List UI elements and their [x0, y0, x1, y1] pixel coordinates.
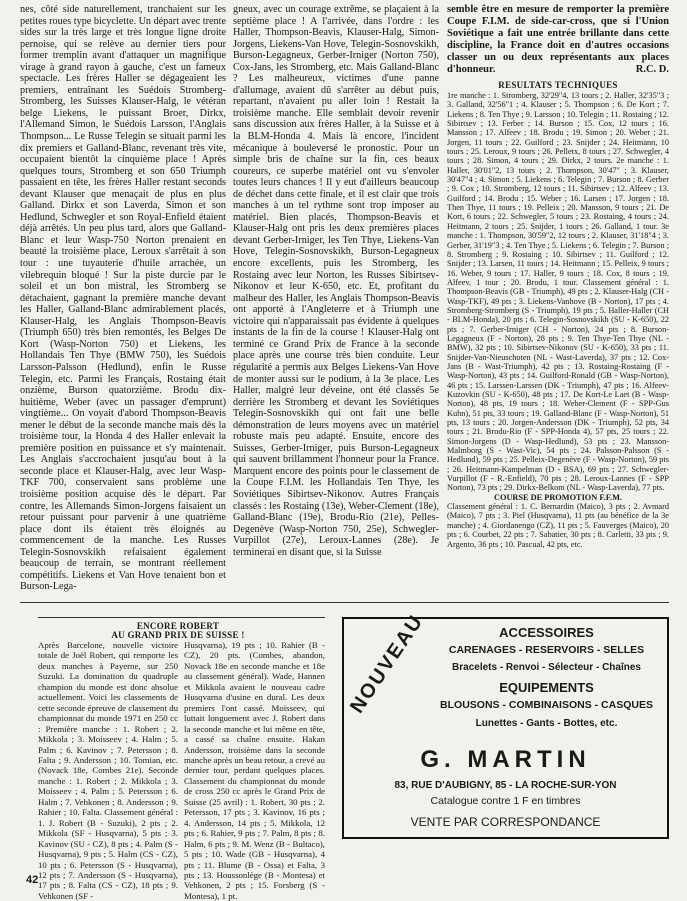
box-heading-1: ENCORE ROBERT [136, 621, 220, 631]
ad-bracelets: Bracelets - Renvoi - Sélecteur - Chaînes [452, 662, 641, 673]
article-conclusion: semble être en mesure de remporter la première Coupe F.I.M. de side-car-cross, que si l'Union Soviétique a fait une entrée brillante dans cette discipline, la France doit en d'autres occasions classer un ou deux représentants aux places d'honneur. [447, 4, 669, 75]
results-list [447, 91, 669, 549]
ad-mail-order: VENTE PAR CORRESPONDANCE [410, 815, 601, 829]
advertisement [342, 610, 669, 839]
ad-accessoires: ACCESSOIRES [499, 625, 594, 640]
ad-catalogue: Catalogue contre 1 F en timbres [430, 795, 581, 807]
results-text: 1re manche : 1. Stromberg, 32'29"4, 13 tours ; 2. Haller, 32'35"3 ; 3. Galland, 32'56"1 ; 4. Klauser ; 5. Thompson ; 6. De Kort ; 7. Liekens ; 8. Ten Thye ; 9. Larsson ; 10. Telegin ; 11. Rostaing ; 12. Sibirtsev ; 13. Ferber ; 14. Burson ; 15. Cox, 12 tours ; 16. Mansson ; 17. Alfeev ; 18. Brodu ; 19. Simon ; 20. Weber ; 21. Jorgen, 11 tours ; 22. Guilford ; 23. Snijder ; 24. Heitmann, 10 tours ; 25. Leroux, 9 tours ; 26. Pelletx, 8 tours ; 27. Schwegler, 4 tours ; 28. Simon, 4 tours ; 29. Dirkx, 2 tours. 2e manche : 1. Haller, 30'01"2, 13 tours ; 2. Thompson, 30'47" ; 3. Klauser, 30'47"4 ; 4. Simon ; 5. Liekens ; 6. Telegin ; 7. Burson ; 8. Gerber ; 9. Cox ; 10. Stromberg, 12 tours ; 11. Sibirtsev ; 12. Alfeev ; 13. Guilford ; 14. Brodu ; 15. Weber ; 16. Larsen ; 17. Jorgen ; 18. Then Thye, 11 tours ; 19. Pelleix ; 20. Mansson, 9 tours ; 21. De Kort, 6 tours ; 22. Schwegler, 5 tours ; 23. Rostaing, 4 tours ; 24. Heitmann, 2 tours ; 25. Snijder, 1 tours ; 26. Galland, 1 tour. 3e manche : 1. Thompson, 30'59"2, 12 tours ; 2. Klauser, 31'18"4 ; 3. Gerber, 31'19"3 ; 4. Ten Thye ; 5. Liekens ; 6. Telegin ; 7. Burson ; 8. Stromberg ; 9. Rostaing ; 10. Sibirtsev ; 11. Guilford ; 12. Snijder ; 13. Larsen, 11 tours ; 14. Heitmann ; 15. Pelleix, 9 tours ; 16. Weber, 9 tours ; 17. Haller, 9 tours ; 18. Cox, 8 tours ; 19. Alfeev, 1 tour ; 20. Brodu, 1 tour. Classement général : 1. Thompson-Beavis (GB - Triumph), 49 pts ; 2. Klauser-Halg (CH - Wasp-TKF), 49 pts ; 3. Liekens-Vanhove (B - Norton), 17 pts ; 4. Stromberg-Stromberg (S - Triumph), 19 pts ; 5. Haller-Haller (CH - BLM-Honda), 20 pts ; 6. Telegin-Sosnovskikh (SU - K-650), 22 pts ; 7. Gerber-Irniger (CH - Norton), 24 pts ; 8. Burson-Legagneux (F - Norton), 28 pts ; 9. Ten Thye-Ten Thye (NL - BMW), 32 pts ; 10. Sibirtsev-Nikonov (SU - K-650), 33 pts ; 11. Snijder-Van-Nieuschoten (NL - Wast-Laverda), 37 pts ; 12. Cox-Jans (B - Wast-Triumph), 42 pts ; 13. Rostaing-Rostaing (F - Wasp-Norton), 43 pts ; 14. Guilford-Ronald (GB - Wasp-Norton), 46 pts ; 15. Larssen-Larssen (DK - Triumph), 47 pts ; 16. Alfeev-Kuzovkin (SU - K-650), 48 pts ; 17. De Kort-Le Laet (B - Wasp-Norton), 48 pts, 19 tours ; 18. Weber-Clement (F - SPP-Gus Kuhn), 51 pts, 33 tours ; 19. Galland-Blanc (F - Wasp-Norton), 51 pts, 13 tours ; 20. Jorgen-Andersson (DK - Triumph), 52 pts, 34 tours ; 21. Brodu-Rio (F - SPP-Honda 4), 57 pts, 25 tours ; 22. Simon-Jorgens (D - Wasp-Hedlund), 53 pts ; 23. Mansson-Malmborg (S - Wast-Vic), 54 pts ; 24. Palsson-Palsson (S - Hedlund), 59 pts ; 25. Pelleix-Degenève (F - Wasp-Norton), 59 pts ; 26. Heitmann-Kampelman (D - BSA), 69 pts ; 27. Schwegler-Vurpillot (F - R.-Enfield), 70 pts ; 28. Leroux-Lannes (F - SPP Norton), 73 pts ; 29. Dirkx-Belkom (NL - Wasp-Laverda), 77 pts. [447, 91, 669, 493]
article-column-2: gneux, avec un courage extrême, se plaçaient à la septième place ! A l'arrivée, dans l'ordre : les Haller, Thompson-Beavis, Klauser-Halg, Simon-Jorgens, Liekens-Van Hove, Telegin-Sosnovskikh, Burson-Legagneux, Gerber-Irniger (Norton 750), Cox-Jans, les Stromberg, etc. Mais Galland-Blanc ? Les malheureux, victimes d'une panne d'allumage, avaient dû s'arrêter au début puis, repartant, n'avaient pu aller loin ! Restait la troisième manche. Elle semblait devoir revenir sans discussion aux frères Haller, à la Suisse et à la BLM-Honda 4. Mais là encore, l'incident mécanique à bouleversé le pronostic. Pour un simple bris de chaîne sur la fin, ces beaux coureurs, ce superbe matériel ont vu s'envoler toutes leurs chances ! Il y eut d'ailleurs beaucoup de déchet dans cette finale, et il est clair que trois manches à un tel rythme sont trop imposer au matériel. Bien placés, Thompson-Beavis et Klauser-Halg ont pris les deux premières places devant Gerber-Irniger, les Ten Thye, Liekens-Van Hove, Telegin-Sosnovskikh, Burson-Legagneux encore excellents, puis les Stromberg, les Rostaing avec leur Norton, les Russes Sibirtsev-Nikonov et leur K-650, etc. Et, profitant du malheur des Haller, les Anglais Thompson-Beavis ont apporté à l'Angleterre et à Triumph une victoire qui n'apparaissait pas évidente à quelques instants de la fin de la course ! Klauser-Halg ont terminé ce Grand Prix de France à la seconde place après une course très bien conduite. Leur régularité a permis aux Belges Liekens-Van Hove de monter aussi sur le podium, à la 3e place. Les Haller, malgré leur déveine, ont été classés 5e derrière les Stromberg et devant les Soviétiques Telegin-Sosnovskikh qui ont fait une belle démonstration de leurs moyens avec un matériel robuste mais peu adapté. Ensuite, encore des Suisses, Gerber-Irniger, puis Burson-Legagneux qui sauvent brillamment l'honneur pour la France. Marquent encore des points pour le classement de la Coupe F.I.M. les Hollandais Ten Thye, les Soviétiques Sibirtsev-Nikonov. Autres Français classés : les Rostaing (13e), Weber-Clement (18e), Galland-Blanc (19e), Brodu-Rio (21e), Pelles-Degenève (Wasp-Norton 750, 25e), Schwegler-Vurpillot (27e), Leroux-Lannes (28e). Je terminerai en disant que, si la Suisse [233, 4, 439, 558]
article-signature: R.C. D. [635, 64, 669, 75]
box-heading-2: AU GRAND PRIX DE SUISSE ! [111, 630, 245, 640]
section-divider [20, 602, 669, 603]
ad-lunettes: Lunettes - Gants - Bottes, etc. [475, 718, 618, 729]
page-number: 42 [26, 874, 39, 886]
robert-column-1: Après Barcelone, nouvelle victoire totale de Joël Robert, qui remporte les deux manches à Payerne, sur 250 Suzuki. La domination du quadruple champion du monde est donc absolue actuellement. Voici les classements de cette seconde épreuve de classement du championnat du monde 1971 en 250 cc : Première manche : 1. Robert ; 2. Mikkola ; 3. Moisseev ; 4. Halm ; 5. Palm ; 6. Kavinov ; 7. Petersson ; 8. Falta ; 9. Andersson ; 10. Tomian, etc. (Novack 18e, Combes 21e). Seconde manche : 1. Robert ; 2. Mikkola ; 3. Moisseev ; 4. Palm ; 5. Petersson ; 6. Halm ; 7. Vehkonen ; 8. Andersson ; 9. Rahier ; 10. Falta. Classement général : 1. J. Robert (B - Suzuki), 2 pts ; 2. Mikkola (SF - Husqvarna), 5 pts ; 3. Kavinov (SU - CZ), 8 pts ; 4. Palm (S - Husqvarna), 9 pts ; 5. Halm (CS - CZ), 10 pts ; 6. Petersson (S - Husqvarna), 12 pts ; 7. Andersson (S - Husqvarna), 17 pts ; 8. Falta (CS - CZ), 18 pts ; 9. Vehkonen (SF - [38, 640, 178, 901]
ad-blousons: BLOUSONS - COMBINAISONS - CASQUES [440, 699, 653, 711]
ad-nouveau-label: NOUVEAU [346, 610, 428, 718]
article-column-1: nes, côté side naturellement, tranchaient sur les petites roues type bicyclette. Un départ avec trente sides sur la très large et très longue ligne droite pernoise, qui se relève au dernier tiers pour former tremplin avant d'attaquer un magnifique virage à grand rayon à gauche, c'est un fameux spectacle. Les frères Haller se dégageaient les premiers, entraînant les Suédois Stromberg-Stromberg, les Suisses Klauser-Halg, le vétéran belge Liekens, le puissant Broer, Dirkx, l'Allemand Simon, le Suédois Larsson, l'Anglais Thompson... Le Russe Telegin se situait parmi les dix premiers et Galland-Blanc, revenant très vite, occupaient bientôt la cinquième place ! Après quelques tours, Stromberg et son 650 Triumph passaient en tête, les frères Haller restant seconds devant Klauser que menaçait de plus en plus Galland. Dirkx et son Laverda, Simon et son Hedlund, Schwegler et son Royal-Enfield étaient déjà arrêtés. Un peu plus tard, alors que Galland-Blanc et leur Wasp-750 Norton prenaient en beauté la troisième place, Leroux s'arrêtait à son tour : une tuyauterie d'huile arrachée, un vilebrequin bloqué ! Sur la piste durcie par le soleil et un bon mistral, les Stromberg se détachaient, gagnant la première manche devant les Haller, Galland-Blanc admirablement placés, Klauser-Halg, les Anglais Thompson-Beavis (Triumph 650) très bien remontés, les Belges De Kort (Wasp-Norton 750) et Liekens, les Hollandais Ten Thye (BMW 750), les Suédois Larsson-Palsson (Hedlund), enfin le Russe Telegin, etc. Parmi les Français, Rostaing était onzième, Burson quatorzième. Brodu dix-huitième, Weber (avec un passager d'emprunt) vingtième... On voyait d'abord Thompson-Beavis mener le début de la seconde manche mais dès la troisième tour, la Honda 4 des Haller enlevait la première position en puissance et s'y maintenait. Les Anglais s'accrochaient jusqu'au bout à la seconde place et Klauser-Halg, avec leur Wasp-TKF 700, conservaient sans problème une troisième position acquise dès le départ. Par contre, les Allemands Simon-Jorgens faisaient un retour puissant pour parvenir à une quatrième place dont ils étaient très éloignés au commencement de la manche. Les Russes Telegin-Sosnovskikh refaisaient également beaucoup de terrain, se montrant réellement compétitifs. Liekens et Van Hove tenaient bon et Burson-Lega- [20, 4, 226, 593]
robert-column-2: Husqvarna), 19 pts ; 10. Rahier (B - CZ), 20 pts. (Combes, abandon, Novack 18e en seconde manche et 18e au classement général). Wade, Hannen et Mikkola avaient le nouveau cadre Husqvarna d'usine en dural. Les deux premiers l'ont cassé. Moisseev, qui luttait longuement avec J. Robert dans la seconde manche et lui même en tête, a cassé sa chaîne ensuite. Hakan Andersson, troisième dans la seconde manche après un beau retour, a crevé au dernier tour, perdant quelques places. Classement du championnat du monde de cross 250 cc après le Grand Prix de Suisse (25 avril) : 1. Robert, 30 pts ; 2. Petersson, 17 pts ; 3. Kavinov, 16 pts ; 4. Andersson, 14 pts ; 5. Mikkola, 12 pts ; 6. Rahier, 9 pts ; 7. Palm, 8 pts ; 8. Halm, 6 pts ; 9. M. Wenz (B - Bultaco), 5 pts ; 10. Wade (GB - Husqvarna), 4 pts ; 11. Blume (B - Ossa) et Falta, 3 pts ; 13. Houssonlège (B - Montesa) et Vehkonen, 2 pts ; 15. Forsberg (S - Montesa), 1 pt. [184, 640, 325, 901]
promo-title: COURSE DE PROMOTION F.F.M. [494, 492, 622, 502]
ad-equipements: EQUIPEMENTS [499, 680, 594, 695]
promo-text: Classement général : 1. C. Bernardin (Maico), 3 pts ; 2. Avmard (Maico), 7 pts ; 3. Piel (Husqvarna), 11 pts (au bénéfice de la 3e manche) ; 4. Giordanengo (CZ), 11 pts ; 5. Fauverges (Maico), 20 pts ; 6. Courbet, 22 pts ; 7. Sabatier, 30 pts ; 8. Carletti, 33 pts ; 9. Argento, 36 pts ; 10. Pascual, 42 pts, etc. [447, 502, 669, 549]
ad-company-name: G. MARTIN [420, 746, 591, 773]
ad-address: 83, RUE D'AUBIGNY, 85 - LA ROCHE-SUR-YON [394, 780, 617, 791]
box-top-rule [38, 617, 325, 618]
results-title: RESULTATS TECHNIQUES [498, 80, 618, 90]
ad-carenages: CARENAGES - RESERVOIRS - SELLES [448, 644, 645, 656]
